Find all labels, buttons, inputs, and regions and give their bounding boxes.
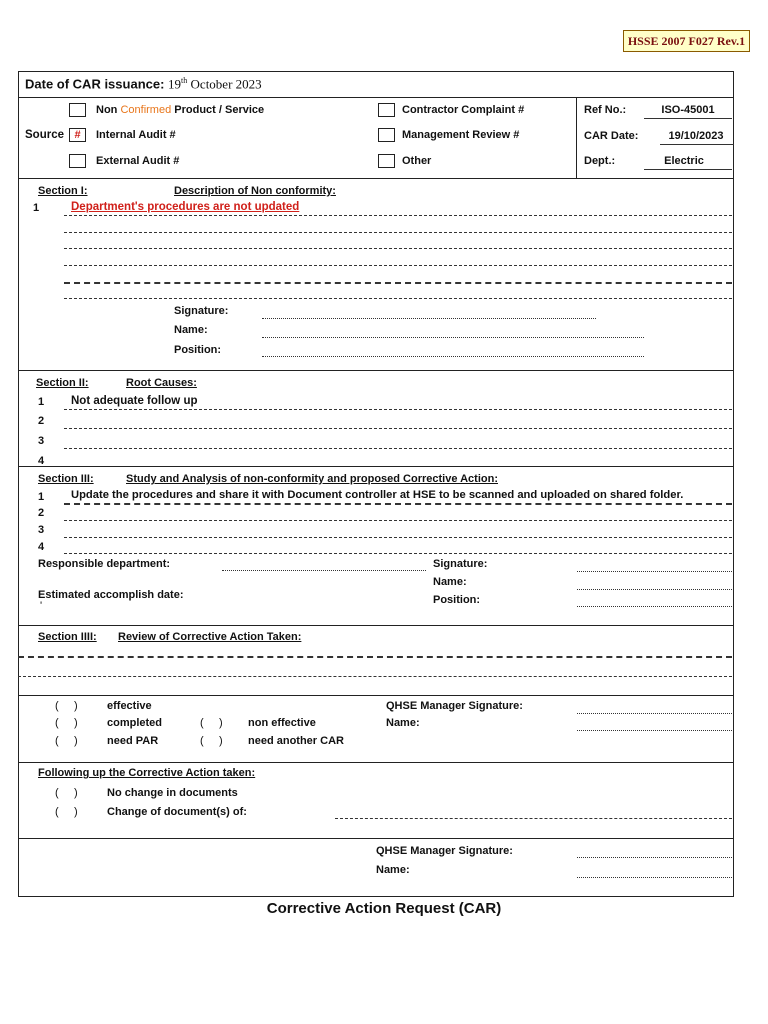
item-number: 4	[38, 455, 45, 467]
writing-line	[64, 282, 732, 284]
no-change-option: No change in documents	[107, 787, 238, 799]
internal-audit-label: Internal Audit #	[96, 129, 176, 141]
internal-audit-checkbox[interactable]: #	[69, 128, 86, 142]
item-number: 1	[38, 396, 45, 408]
name-label: Name:	[386, 717, 420, 729]
name-label: Name:	[174, 324, 208, 336]
item-number: 3	[38, 435, 45, 447]
option-paren[interactable]: ( )	[200, 717, 223, 729]
divider	[18, 97, 734, 98]
divider	[18, 370, 734, 371]
section-4-heading: Review of Corrective Action Taken:	[118, 631, 302, 643]
name-line[interactable]	[577, 730, 732, 731]
writing-line	[64, 232, 732, 233]
need-par-option: need PAR	[107, 735, 159, 747]
position-line[interactable]	[577, 606, 732, 607]
writing-line	[64, 298, 732, 299]
source-label: Source	[25, 129, 64, 141]
signature-line[interactable]	[577, 571, 732, 572]
root-cause-text: Not adequate follow up	[71, 395, 198, 407]
external-audit-checkbox[interactable]	[69, 154, 86, 168]
divider	[18, 178, 734, 179]
stray-mark: '	[40, 600, 43, 612]
name-line[interactable]	[577, 589, 732, 590]
car-date-value: 19/10/2023	[668, 130, 724, 142]
effective-option: effective	[107, 700, 152, 712]
signature-line[interactable]	[577, 857, 732, 858]
name-line[interactable]	[262, 337, 644, 338]
divider	[18, 762, 734, 763]
writing-line	[64, 448, 732, 449]
followup-heading: Following up the Corrective Action taken:	[38, 767, 256, 779]
other-checkbox[interactable]	[378, 154, 395, 168]
section-1-heading: Description of Non conformity:	[174, 185, 336, 197]
contractor-complaint-label: Contractor Complaint #	[402, 104, 525, 116]
contractor-complaint-checkbox[interactable]	[378, 103, 395, 117]
document-title: Corrective Action Request (CAR)	[266, 900, 502, 917]
qhse-signature-label: QHSE Manager Signature:	[376, 845, 513, 857]
dept-value: Electric	[664, 155, 704, 167]
item-number: 2	[38, 415, 45, 427]
external-audit-label: External Audit #	[96, 155, 180, 167]
option-paren[interactable]: ( )	[200, 735, 223, 747]
change-documents-option: Change of document(s) of:	[107, 806, 247, 818]
writing-line	[18, 676, 732, 677]
option-paren[interactable]: ( )	[55, 787, 78, 799]
non-confirmed-label: Non Confirmed Product / Service	[96, 104, 265, 116]
qhse-signature-label: QHSE Manager Signature:	[386, 700, 523, 712]
writing-line[interactable]	[335, 818, 732, 819]
management-review-checkbox[interactable]	[378, 128, 395, 142]
section-1-title: Section I:	[38, 185, 88, 197]
writing-line	[18, 656, 732, 658]
writing-line	[64, 520, 732, 521]
writing-line	[64, 553, 732, 554]
item-number: 1	[33, 202, 40, 214]
option-paren[interactable]: ( )	[55, 735, 78, 747]
option-paren[interactable]: ( )	[55, 806, 78, 818]
item-number: 1	[38, 491, 45, 503]
non-confirmed-checkbox[interactable]	[69, 103, 86, 117]
completed-option: completed	[107, 717, 163, 729]
dept-label: Dept.:	[584, 155, 616, 167]
car-date-label: CAR Date:	[584, 130, 639, 142]
name-line[interactable]	[577, 877, 732, 878]
section-3-heading: Study and Analysis of non-conformity and proposed Corrective Action:	[126, 473, 498, 485]
section-2-title: Section II:	[36, 377, 89, 389]
nonconformity-description: Department's procedures are not updated	[71, 201, 300, 213]
position-label: Position:	[174, 344, 222, 356]
option-paren[interactable]: ( )	[55, 700, 78, 712]
divider	[18, 695, 734, 696]
section-2-heading: Root Causes:	[126, 377, 197, 389]
writing-line	[64, 215, 732, 216]
field-line	[660, 144, 734, 145]
ref-no-value: ISO-45001	[661, 104, 715, 116]
position-label: Position:	[433, 594, 481, 606]
section-3-title: Section III:	[38, 473, 94, 485]
signature-line[interactable]	[262, 318, 596, 319]
need-another-car-option: need another CAR	[248, 735, 344, 747]
signature-label: Signature:	[174, 305, 229, 317]
non-effective-option: non effective	[248, 717, 316, 729]
writing-line	[64, 409, 732, 410]
option-paren[interactable]: ( )	[55, 717, 78, 729]
writing-line	[64, 248, 732, 249]
signature-line[interactable]	[577, 713, 732, 714]
section-4-title: Section IIII:	[38, 631, 97, 643]
car-issuance-date: Date of CAR issuance: 19th October 2023	[25, 76, 262, 92]
item-number: 2	[38, 507, 45, 519]
management-review-label: Management Review #	[402, 129, 520, 141]
name-label: Name:	[433, 576, 467, 588]
field-line	[644, 118, 732, 119]
position-line[interactable]	[262, 356, 644, 357]
divider	[18, 625, 734, 626]
estimated-date-label: Estimated accomplish date:	[38, 589, 184, 601]
form-code: HSSE 2007 F027 Rev.1	[623, 30, 750, 52]
field-line	[644, 169, 732, 170]
writing-line	[64, 537, 732, 538]
divider	[18, 466, 734, 467]
divider	[18, 838, 734, 839]
corrective-action-text: Update the procedures and share it with Document controller at HSE to be scanned and uploaded on shared folder.	[71, 489, 684, 501]
signature-label: Signature:	[433, 558, 488, 570]
item-number: 4	[38, 541, 45, 553]
responsible-department-label: Responsible department:	[38, 558, 171, 570]
other-label: Other	[402, 155, 432, 167]
item-number: 3	[38, 524, 45, 536]
writing-line	[64, 503, 732, 505]
responsible-department-line[interactable]	[222, 570, 426, 571]
ref-no-label: Ref No.:	[584, 104, 627, 116]
divider	[576, 97, 577, 178]
writing-line	[64, 265, 732, 266]
writing-line	[64, 428, 732, 429]
name-label: Name:	[376, 864, 410, 876]
